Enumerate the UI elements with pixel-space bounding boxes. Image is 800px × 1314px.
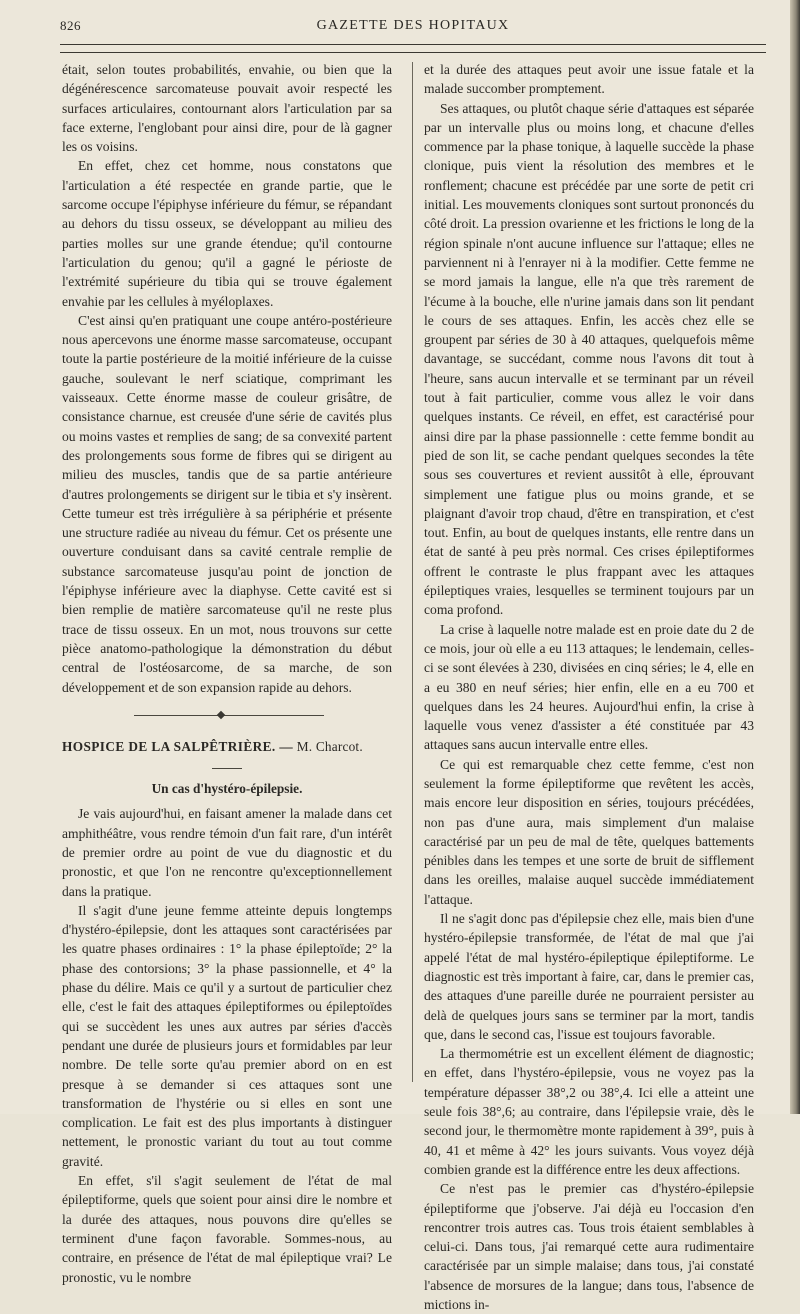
section-heading-title: HOSPICE DE LA SALPÊTRIÈRE. — xyxy=(62,738,294,754)
paragraph: C'est ainsi qu'en pratiquant une coupe antéro-postérieure nous apercevons une énorme masse sarcomateuse, occupant toute la partie postérieure de la moitié inférieure de la cuisse gauche, soulevant le nerf sciatique, comprimant les vaisseaux. Cette énorme masse de couleur grisâtre, de consistance charnue, est creusée d'une série de cavités plus ou moins vastes et remplies de sang; de sa convexité partent des prolongements sous forme de fibres qui se dirigent au milieu des muscles, tandis que de sa partie antérieure d'autres prolongements se dirigent sur le tibia et s'y insèrent. Cette tumeur est très irrégulière à sa périphérie et présente une structure radiée au niveau du fémur. Cet os présente une ouverture conduisant dans sa cavité centrale remplie de substance sarcomateuse jusqu'au point de jonction de l'épiphyse inférieure avec la diaphyse. Cette cavité est si bien remplie de matière sarcomateuse qu'il ne reste plus trace de tissu osseux. En un mot, nous trouvons sur cette pièce anatomo-pathologique la démonstration du début central de l'ostéosarcome, de sa marche, de son développement et de son expansion rapide au dehors. xyxy=(62,312,392,695)
paragraph: La crise à laquelle notre malade est en proie date du 2 de ce mois, jour où elle a eu 113 attaques; le lendemain, celles-ci se sont élevées à 230, divisées en cinq séries; le 4, elle en a eu 380 en neuf séries; hier enfin, elle en a eu 700 et quelques dans les 24 heures. Aujourd'hui enfin, la crise à laquelle vous venez d'assister a été constituée par 43 attaques sans aucun intervalle entre elles. xyxy=(424,621,754,753)
page-number: 826 xyxy=(60,18,81,33)
section-separator-ornament xyxy=(62,705,392,723)
left-column xyxy=(62,60,392,1287)
paragraph: Ce n'est pas le premier cas d'hystéro-épilepsie épileptiforme que j'observe. J'ai déjà eu l'occasion d'en rencontrer trois autres cas. Tous trois étaient semblables à celui-ci. Dans tous, j'ai remarqué cette aura rudimentaire caractérisée par un simple malaise; dans tous, j'ai constaté l'absence de morsures de la langue; dans tous, l'absence de mictions in- xyxy=(424,1181,754,1312)
section-heading xyxy=(62,737,392,756)
page-header xyxy=(60,18,766,42)
paragraph: et la durée des attaques peut avoir une issue fatale et la malade succomber promptement. xyxy=(424,62,754,97)
running-title: GAZETTE DES HOPITAUX xyxy=(316,18,510,33)
paragraph: Il ne s'agit donc pas d'épilepsie chez elle, mais bien d'une hystéro-épilepsie transformée, de l'état de mal que j'ai appelé l'état de mal hystéro-épileptique épileptiforme. Le diagnostic est très important à faire, car, dans le premier cas, des attaques d'une pareille durée ne pourraient persister au delà de quelques jours sans se terminer par la mort, tandis que, dans le second cas, l'issue est toujours favorable. xyxy=(424,911,754,1042)
paragraph: Il s'agit d'une jeune femme atteinte depuis longtemps d'hystéro-épilepsie, dont les attaques sont caractérisées par les quatre phases ordinaires : 1° la phase épileptoïde; 2° la phase des contorsions; 3° la phase passionnelle, et 4° la phase du délire. Mais ce qu'il y a surtout de particulier chez elle, c'est le fait des attaques épileptiformes ou épileptoïdes qui se succèdent les unes aux autres par séries d'accès pendant une durée de plusieurs jours et formidables par leur nombre. De telle sorte qu'au premier abord on en est presque à se demander si ces attaques sont une transformation de l'hystérie ou si elles en sont une complication. Le fait est des plus importants à distinguer nettement, le pronostic variant du tout au tout comme gravité. xyxy=(62,902,392,1169)
paragraph: Ce qui est remarquable chez cette femme, c'est non seulement la forme épileptiforme que revêtent les accès, mais encore leur disposition en séries, toujours précédées, non pas d'une aura, mais simplement d'un malaise caractérisé par un peu de mal de tête, quelques battements pénibles dans les tempes et une sorte de bruit de sifflement dans les oreilles, malaise auquel succède immédiatement l'attaque. xyxy=(424,756,754,907)
paragraph: En effet, s'il s'agit seulement de l'état de mal épileptiforme, quels que soient pour ainsi dire le nombre et la durée des attaques, nous pouvons dire qu'elles se terminent d'une façon favorable. Sommes-nous, au contraire, en présence de l'état de mal épileptique vrai? Le pronostic, vu le nombre xyxy=(62,1173,392,1285)
right-column xyxy=(424,60,754,1314)
column-divider xyxy=(412,62,413,1082)
section-heading-author: M. Charcot. xyxy=(296,738,363,754)
short-rule xyxy=(212,768,242,769)
paragraph: En effet, chez cet homme, nous constatons que l'articulation a été respectée en grande partie, que le sarcome occupe l'épiphyse inférieure du fémur, se répandant au dehors du tissu osseux, se développant au milieu des parties molles sur une grande étendue; qu'il contourne l'articulation du genou; qu'il a gagné le périoste de l'extrémité supérieure du tibia qui se trouve également envahie par les cellules à myéloplaxes. xyxy=(62,158,392,309)
paragraph: était, selon toutes probabilités, envahie, ou bien que la dégénérescence sarcomateuse pouvait avoir respecté les surfaces articulaires, contournant alors l'articulation par sa face externe, l'englobant pour ainsi dire, pour de là gagner les os voisins. xyxy=(62,62,392,155)
paragraph: La thermométrie est un excellent élément de diagnostic; en effet, dans l'hystéro-épilepsie, vous ne voyez pas la température dépasser 38°,2 ou 38°,4. Ici elle a atteint une seule fois 38°,6; au contraire, dans l'épilepsie vraie, dès le second jour, le thermomètre monte rapidement à 39°, puis à 40, 41 et même à 42° les jours suivants. Vous voyez déjà combien grande est la différence entre les deux affections. xyxy=(424,1046,754,1177)
paragraph: Ses attaques, ou plutôt chaque série d'attaques est séparée par un intervalle plus ou moins long, et chacune d'elles commence par la phase tonique, à laquelle succède la phase clonique, puis vient la résolution des membres et le ronflement; chacune est précédée par une sorte de petit cri initial. Les mouvements cloniques sont surtout prononcés du côté droit. La pression ovarienne et les frictions le long de la région spinale n'ont aucune influence sur l'attaque; elles ne parviennent ni à l'enrayer ni à la modifier. Cette femme ne se mord jamais la langue, elle n'a que très rarement de l'écume à la bouche, elle n'urine jamais dans son lit pendant le cours de ses attaques. Enfin, les accès chez elle se groupent par séries de 30 à 40 attaques, quelquefois même davantage, se succédant, comme nous l'avons dit tout à l'heure, sans aucun intervalle et se terminant par un réveil tout à fait particulier, comme vous allez le voir dans quelques instants. Ce réveil, en effet, est caractérisé pour ainsi dire par la phase passionnelle : cette femme bondit au pied de son lit, se cache pendant quelques secondes la tête sous ses couvertures et revient aussitôt à elle, éprouvant simplement une fatigue plus ou moins grande, et se plaignant d'avoir trop chaud, d'être en transpiration, et c'est tout. Enfin, au bout de quelques instants, elle rentre dans un état de santé à peu près normal. Ces crises épileptiformes offrent le contraste le plus frappant avec les attaques épileptiques vraies, lesquelles se terminent toujours par un coma profond. xyxy=(424,100,754,618)
header-rule-top xyxy=(60,44,766,45)
paragraph: Je vais aujourd'hui, en faisant amener la malade dans cet amphithéâtre, vous rendre témoin d'un fait rare, d'un intérêt de premier ordre au point de vue du diagnostic et du pronostic, et que l'on ne rencontre qu'exceptionnellement dans la pratique. xyxy=(62,806,392,899)
lecture-title: Un cas d'hystéro-épilepsie. xyxy=(151,781,303,797)
binding-edge xyxy=(790,0,800,1114)
header-rule-bottom xyxy=(60,52,766,53)
